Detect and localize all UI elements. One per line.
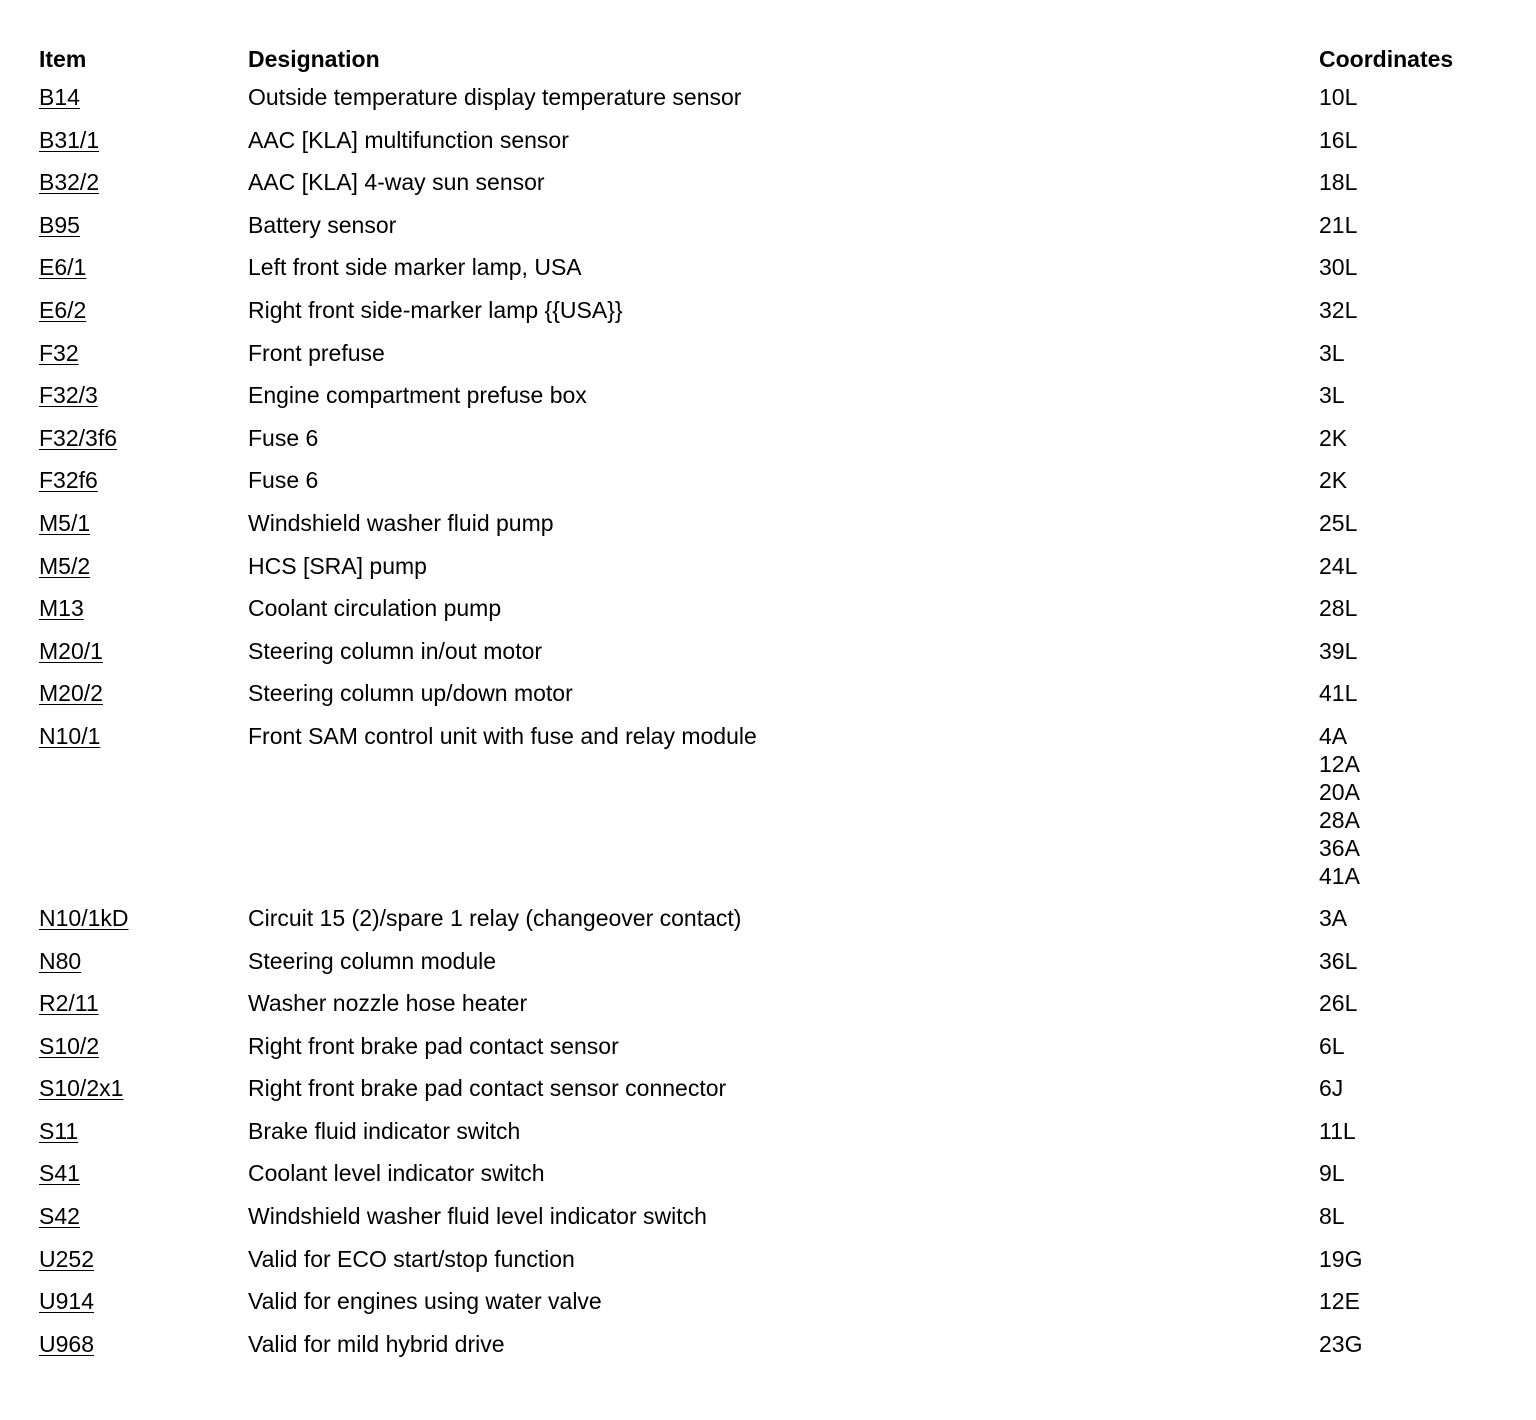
- designation-cell: Steering column in/out motor: [248, 637, 543, 664]
- designation-cell: AAC [KLA] multifunction sensor: [248, 126, 569, 153]
- table-row: [39, 1154, 1499, 1197]
- header-coordinates: Coordinates: [1319, 46, 1454, 72]
- table-row: [39, 674, 1499, 717]
- coordinate-value: 19G: [1319, 1245, 1363, 1272]
- coordinates-list: [1319, 717, 1499, 890]
- item-cell: [39, 206, 248, 244]
- coordinates-cell: [1319, 1197, 1499, 1235]
- table-row: [39, 1069, 1499, 1112]
- coordinate-value: 21L: [1319, 211, 1358, 238]
- table-row: [39, 942, 1499, 985]
- coordinate-value: 3A: [1319, 904, 1348, 931]
- coordinate-value: 3L: [1319, 382, 1345, 409]
- designation-cell: Brake fluid indicator switch: [248, 1117, 521, 1144]
- item-link[interactable]: N80: [39, 947, 82, 974]
- coordinate-value: 25L: [1319, 509, 1358, 536]
- item-link[interactable]: F32: [39, 339, 79, 366]
- coordinates-cell: [1319, 1112, 1499, 1150]
- coordinate-value: 16L: [1319, 126, 1358, 153]
- item-link[interactable]: F32/3: [39, 382, 98, 409]
- designation-cell: Fuse 6: [248, 424, 319, 451]
- coordinate-value: 28L: [1319, 595, 1358, 622]
- item-cell: [39, 589, 248, 627]
- table-row: [39, 1325, 1499, 1368]
- item-link[interactable]: N10/1kD: [39, 904, 129, 931]
- item-link[interactable]: B14: [39, 84, 80, 110]
- designation-cell: Steering column module: [248, 947, 497, 974]
- coordinates-cell: [1319, 1282, 1499, 1320]
- table-row: [39, 717, 1499, 899]
- coordinates-cell: [1319, 589, 1499, 627]
- coordinates-cell: [1319, 1154, 1499, 1192]
- table-row: [39, 248, 1499, 291]
- item-cell: [39, 419, 248, 457]
- coordinate-value: 8L: [1319, 1203, 1345, 1230]
- item-cell: [39, 461, 248, 499]
- coordinates-cell: [1319, 121, 1499, 159]
- item-cell: [39, 291, 248, 329]
- item-cell: [39, 942, 248, 980]
- designation-cell: Coolant level indicator switch: [248, 1160, 545, 1187]
- table-row: [39, 589, 1499, 632]
- header-designation: Designation: [248, 46, 380, 72]
- item-cell: [39, 334, 248, 372]
- designation-cell: Valid for mild hybrid drive: [248, 1330, 505, 1357]
- item-link[interactable]: S11: [39, 1117, 79, 1144]
- item-link[interactable]: U914: [39, 1288, 94, 1315]
- item-link[interactable]: M20/1: [39, 637, 103, 664]
- designation-cell: Battery sensor: [248, 211, 397, 238]
- item-cell: [39, 1240, 248, 1278]
- designation-cell: Engine compartment prefuse box: [248, 382, 587, 409]
- item-link[interactable]: E6/2: [39, 296, 87, 323]
- item-cell: [39, 547, 248, 585]
- coordinate-value: 2K: [1319, 424, 1348, 451]
- coordinates-cell: [1319, 163, 1499, 201]
- header-item: Item: [39, 46, 87, 72]
- table-row: [39, 1240, 1499, 1283]
- item-link[interactable]: U252: [39, 1245, 94, 1272]
- coordinates-cell: [1319, 291, 1499, 329]
- designation-cell: Right front side-marker lamp {{USA}}: [248, 296, 623, 323]
- table-row: [39, 632, 1499, 675]
- designation-cell: Right front brake pad contact sensor: [248, 1032, 619, 1059]
- item-cell: [39, 717, 248, 755]
- coordinate-value: 30L: [1319, 254, 1358, 281]
- coordinates-cell: [1319, 376, 1499, 414]
- item-link[interactable]: N10/1: [39, 722, 101, 749]
- designation-cell: Right front brake pad contact sensor connector: [248, 1075, 727, 1102]
- table-row: [39, 376, 1499, 419]
- item-cell: [39, 899, 248, 937]
- item-cell: [39, 1069, 248, 1107]
- item-link[interactable]: B32/2: [39, 169, 100, 196]
- coordinates-cell: [1319, 899, 1499, 937]
- item-link[interactable]: U968: [39, 1330, 94, 1357]
- coordinate-value: 4A: [1319, 722, 1348, 749]
- coordinate-value: 6L: [1319, 1032, 1345, 1059]
- item-link[interactable]: F32/3f6: [39, 424, 117, 451]
- item-cell: [39, 78, 248, 116]
- table-row: [39, 206, 1499, 249]
- coordinates-cell: [1319, 942, 1499, 980]
- coordinates-cell: [1319, 547, 1499, 585]
- item-cell: [39, 1197, 248, 1235]
- coordinate-value: 36L: [1319, 947, 1358, 974]
- designation-cell: Left front side marker lamp, USA: [248, 254, 582, 281]
- coordinates-cell: [1319, 504, 1499, 542]
- item-cell: [39, 248, 248, 286]
- item-link[interactable]: M5/2: [39, 552, 91, 579]
- item-cell: [39, 1282, 248, 1320]
- coordinate-value: 10L: [1319, 84, 1358, 110]
- item-link[interactable]: M5/1: [39, 509, 91, 536]
- table-row: [39, 78, 1499, 121]
- coordinate-value: 26L: [1319, 990, 1358, 1017]
- item-link[interactable]: S10/2: [39, 1032, 100, 1059]
- table-row: [39, 419, 1499, 462]
- coordinates-cell: [1319, 632, 1499, 670]
- coordinates-cell: [1319, 717, 1499, 890]
- coordinates-cell: [1319, 419, 1499, 457]
- item-cell: [39, 121, 248, 159]
- coordinates-cell: [1319, 461, 1499, 499]
- item-link[interactable]: E6/1: [39, 254, 87, 281]
- item-cell: [39, 376, 248, 414]
- item-link[interactable]: S41: [39, 1160, 80, 1187]
- item-cell: [39, 1112, 248, 1150]
- table-row: [39, 1282, 1499, 1325]
- coordinate-value: 28A: [1319, 806, 1360, 833]
- designation-cell: Washer nozzle hose heater: [248, 990, 528, 1017]
- designation-cell: Steering column up/down motor: [248, 680, 573, 707]
- item-cell: [39, 632, 248, 670]
- coordinate-value: 20A: [1319, 778, 1360, 805]
- designation-cell: Windshield washer fluid level indicator switch: [248, 1203, 707, 1230]
- table-row: [39, 334, 1499, 377]
- item-link[interactable]: S10/2x1: [39, 1075, 124, 1102]
- designation-cell: Front SAM control unit with fuse and relay module: [248, 722, 757, 749]
- coordinate-value: 2K: [1319, 467, 1348, 494]
- designation-cell: Front prefuse: [248, 339, 385, 366]
- coordinates-cell: [1319, 1069, 1499, 1107]
- coordinate-value: 3L: [1319, 339, 1345, 366]
- item-link[interactable]: M20/2: [39, 680, 103, 707]
- coordinate-value: 6J: [1319, 1075, 1344, 1102]
- item-link[interactable]: R2/11: [39, 990, 99, 1017]
- coordinates-cell: [1319, 674, 1499, 712]
- item-link[interactable]: B95: [39, 211, 80, 238]
- coordinate-value: 23G: [1319, 1330, 1363, 1357]
- table-header: [39, 40, 1499, 78]
- coordinate-value: 24L: [1319, 552, 1358, 579]
- coordinate-value: 32L: [1319, 296, 1358, 323]
- item-cell: [39, 504, 248, 542]
- coordinates-cell: [1319, 1240, 1499, 1278]
- coordinate-value: 9L: [1319, 1160, 1345, 1187]
- designation-cell: Outside temperature display temperature sensor: [248, 84, 742, 110]
- designation-cell: Valid for ECO start/stop function: [248, 1245, 575, 1272]
- item-link[interactable]: B31/1: [39, 126, 100, 153]
- table-row: [39, 163, 1499, 206]
- coordinates-cell: [1319, 206, 1499, 244]
- table-row: [39, 1027, 1499, 1070]
- item-cell: [39, 984, 248, 1022]
- item-cell: [39, 674, 248, 712]
- table-row: [39, 1112, 1499, 1155]
- table-row: [39, 121, 1499, 164]
- coordinates-cell: [1319, 334, 1499, 372]
- coordinate-value: 12A: [1319, 750, 1360, 777]
- table-row: [39, 899, 1499, 942]
- item-cell: [39, 1154, 248, 1192]
- table-body: [39, 78, 1499, 1367]
- designation-cell: Coolant circulation pump: [248, 595, 502, 622]
- coordinates-cell: [1319, 1325, 1499, 1363]
- coordinate-value: 41L: [1319, 680, 1358, 707]
- coordinate-value: 39L: [1319, 637, 1358, 664]
- designation-cell: Valid for engines using water valve: [248, 1288, 602, 1315]
- item-link[interactable]: F32f6: [39, 467, 98, 494]
- coordinate-value: 36A: [1319, 834, 1360, 861]
- coordinate-value: 18L: [1319, 169, 1358, 196]
- designation-cell: AAC [KLA] 4-way sun sensor: [248, 169, 545, 196]
- item-cell: [39, 1325, 248, 1363]
- designation-cell: HCS [SRA] pump: [248, 552, 427, 579]
- designation-cell: Fuse 6: [248, 467, 319, 494]
- item-link[interactable]: M13: [39, 595, 84, 622]
- table-row: [39, 461, 1499, 504]
- coordinates-cell: [1319, 78, 1499, 116]
- coordinates-cell: [1319, 1027, 1499, 1065]
- coordinate-value: 12E: [1319, 1288, 1360, 1315]
- table-row: [39, 547, 1499, 590]
- coordinates-cell: [1319, 248, 1499, 286]
- item-cell: [39, 1027, 248, 1065]
- table-row: [39, 984, 1499, 1027]
- table-row: [39, 504, 1499, 547]
- coordinates-cell: [1319, 984, 1499, 1022]
- designation-cell: Circuit 15 (2)/spare 1 relay (changeover contact): [248, 904, 742, 931]
- item-link[interactable]: S42: [39, 1203, 80, 1230]
- item-cell: [39, 163, 248, 201]
- table-row: [39, 1197, 1499, 1240]
- coordinate-value: 11L: [1319, 1117, 1356, 1144]
- table-row: [39, 291, 1499, 334]
- legend-table: [39, 40, 1499, 1367]
- coordinate-value: 41A: [1319, 862, 1360, 889]
- designation-cell: Windshield washer fluid pump: [248, 509, 554, 536]
